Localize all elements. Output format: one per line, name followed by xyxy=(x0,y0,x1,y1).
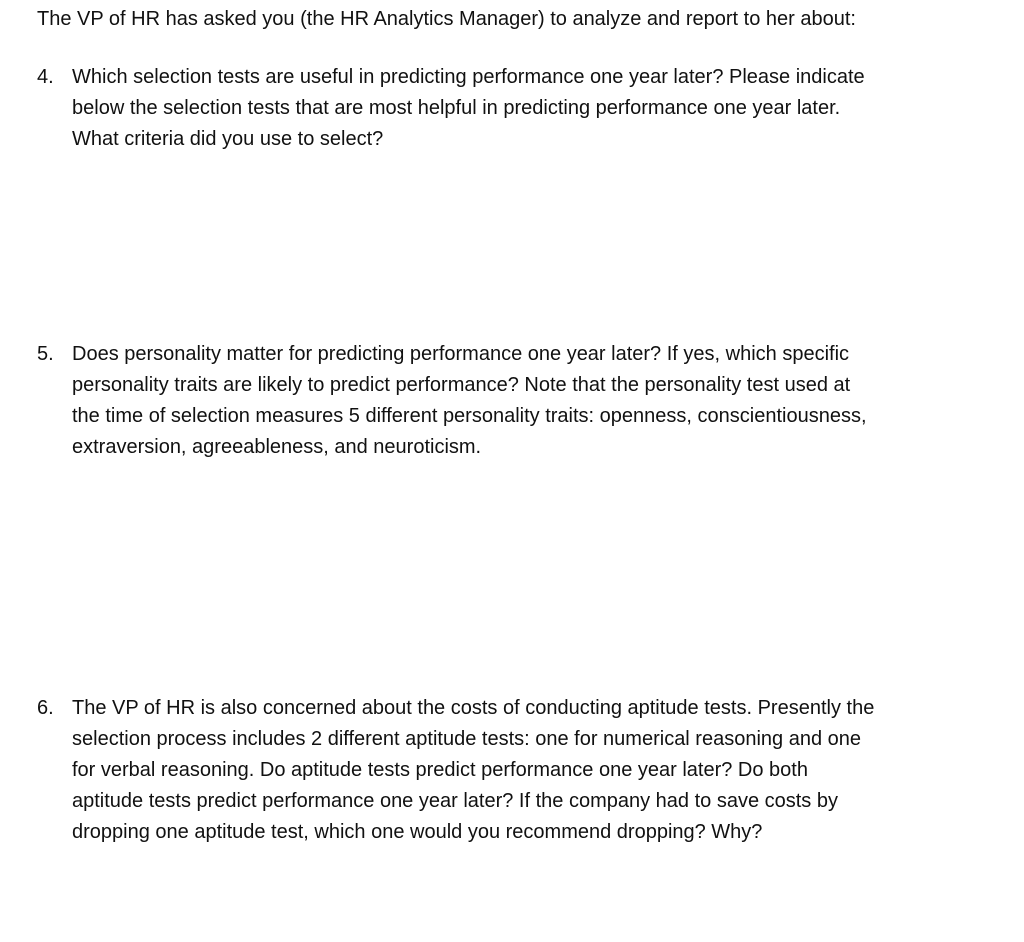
intro-paragraph: The VP of HR has asked you (the HR Analytics Manager) to analyze and report to her about: xyxy=(37,8,856,30)
question-line: selection process includes 2 different aptitude tests: one for numerical reasoning and one xyxy=(72,728,862,750)
question-4 xyxy=(37,62,997,155)
question-line: Which selection tests are useful in predicting performance one year later? Please indicate xyxy=(72,66,865,88)
question-text xyxy=(72,339,997,463)
question-line: Does personality matter for predicting performance one year later? If yes, which specific xyxy=(72,343,850,365)
question-line: for verbal reasoning. Do aptitude tests predict performance one year later? Do both xyxy=(72,759,808,781)
question-number: 4. xyxy=(37,66,54,88)
question-line: dropping one aptitude test, which one would you recommend dropping? Why? xyxy=(72,821,763,843)
question-5 xyxy=(37,339,997,463)
question-text xyxy=(72,62,997,155)
question-line: aptitude tests predict performance one year later? If the company had to save costs by xyxy=(72,790,838,812)
question-line: The VP of HR is also concerned about the costs of conducting aptitude tests. Presently the xyxy=(72,697,875,719)
question-line: the time of selection measures 5 different personality traits: openness, conscientiousness, xyxy=(72,405,867,427)
question-number: 6. xyxy=(37,697,54,719)
question-line: below the selection tests that are most helpful in predicting performance one year later. xyxy=(72,97,841,119)
question-line: extraversion, agreeableness, and neuroticism. xyxy=(72,436,482,458)
question-text xyxy=(72,693,997,848)
question-number: 5. xyxy=(37,343,54,365)
question-line: personality traits are likely to predict performance? Note that the personality test used at xyxy=(72,374,851,396)
question-line: What criteria did you use to select? xyxy=(72,128,384,150)
question-6 xyxy=(37,693,997,848)
